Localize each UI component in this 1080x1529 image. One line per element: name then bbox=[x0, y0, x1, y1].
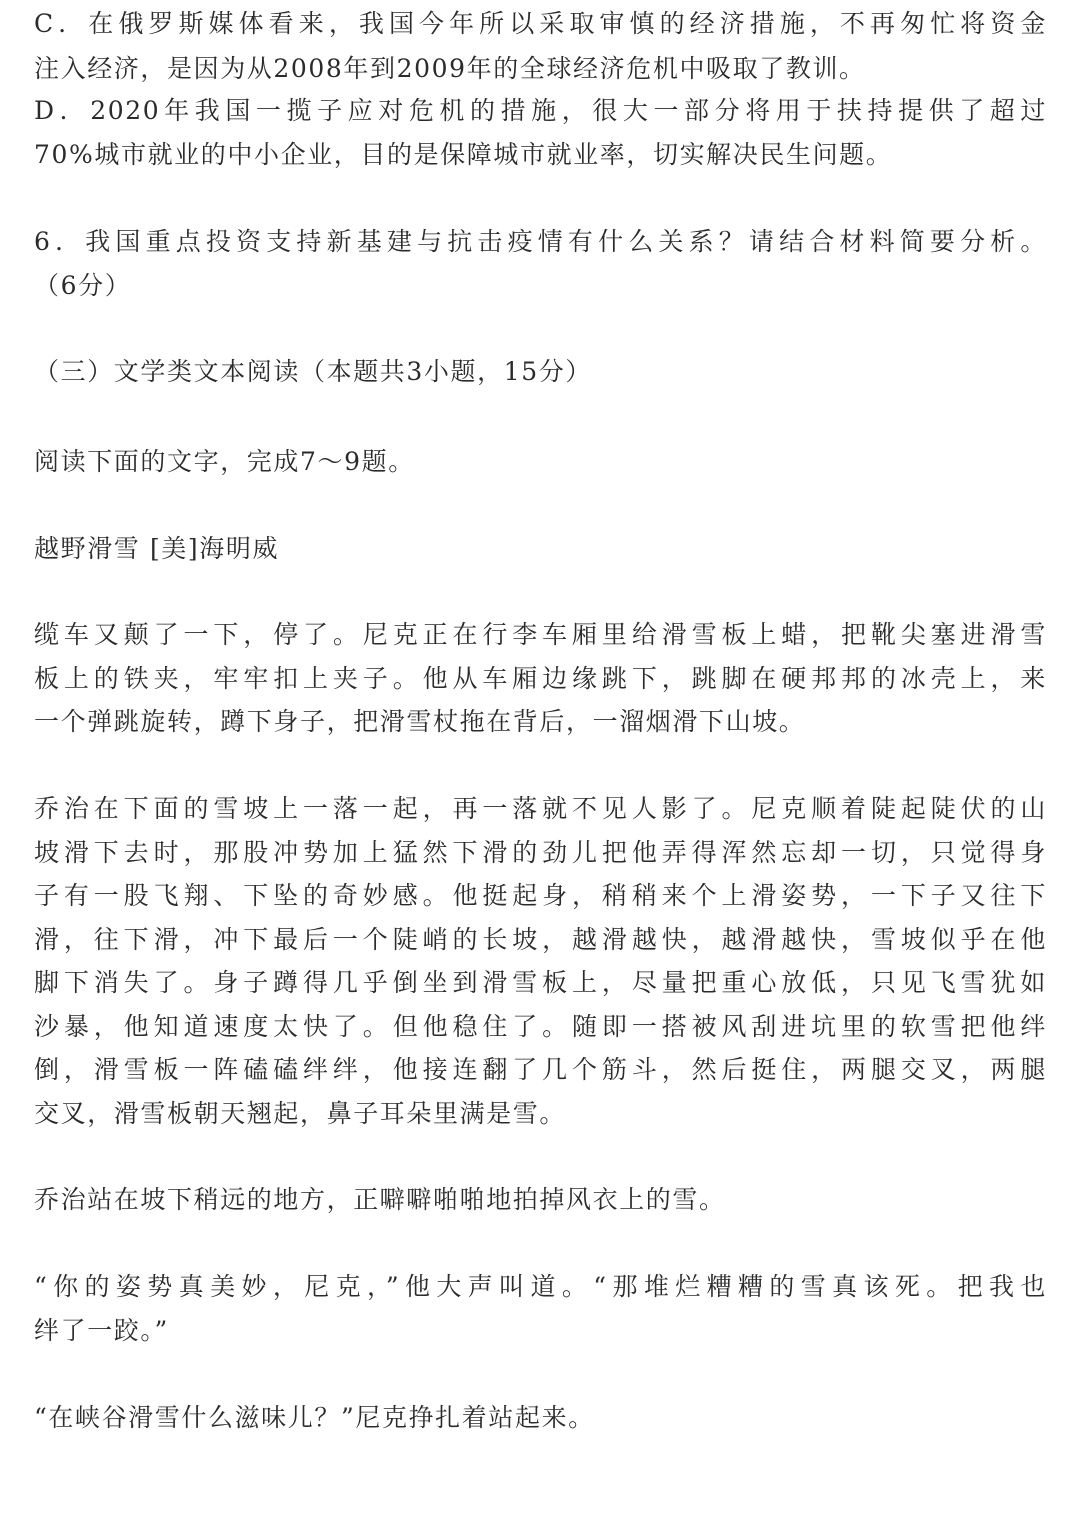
paragraph-2-line-7: 倒，滑雪板一阵磕磕绊绊，他接连翻了几个筋斗，然后挺住，两腿交叉，两腿 bbox=[34, 1055, 1047, 1084]
paragraph-5: “在峡谷滑雪什么滋味儿？”尼克挣扎着站起来。 bbox=[34, 1403, 595, 1432]
paragraph-2-line-8: 交叉，滑雪板朝天翘起，鼻子耳朵里满是雪。 bbox=[34, 1099, 567, 1128]
option-d-line-1: D．2020年我国一揽子应对危机的措施，很大一部分将用于扶持提供了超过 bbox=[34, 96, 1047, 125]
paragraph-2-line-5: 脚下消失了。身子蹲得几乎倒坐到滑雪板上，尽量把重心放低，只见飞雪犹如 bbox=[34, 968, 1047, 997]
question-6-line-1: 6．我国重点投资支持新基建与抗击疫情有什么关系？请结合材料简要分析。 bbox=[34, 227, 1047, 256]
option-c-line-1: C．在俄罗斯媒体看来，我国今年所以采取审慎的经济措施，不再匆忙将资金 bbox=[34, 9, 1047, 38]
paragraph-3: 乔治站在坡下稍远的地方，正噼噼啪啪地拍掉风衣上的雪。 bbox=[34, 1185, 726, 1214]
paragraph-2-line-4: 滑，往下滑，冲下最后一个陡峭的长坡，越滑越快，越滑越快，雪坡似乎在他 bbox=[34, 925, 1047, 954]
option-d-line-2: 70%城市就业的中小企业，目的是保障城市就业率，切实解决民生问题。 bbox=[34, 140, 893, 169]
paragraph-1-line-3: 一个弹跳旋转，蹲下身子，把滑雪杖拖在背后，一溜烟滑下山坡。 bbox=[34, 707, 806, 736]
paragraph-1-line-1: 缆车又颠了一下，停了。尼克正在行李车厢里给滑雪板上蜡，把靴尖塞进滑雪 bbox=[34, 620, 1047, 649]
section-heading: （三）文学类文本阅读（本题共3小题，15分） bbox=[34, 357, 592, 386]
reading-instruction: 阅读下面的文字，完成7～9题。 bbox=[34, 447, 415, 476]
question-6-score: （6分） bbox=[34, 271, 132, 300]
option-c-line-2: 注入经济，是因为从2008年到2009年的全球经济危机中吸取了教训。 bbox=[34, 54, 866, 83]
paragraph-2-line-1: 乔治在下面的雪坡上一落一起，再一落就不见人影了。尼克顺着陡起陡伏的山 bbox=[34, 794, 1047, 823]
paragraph-2-line-2: 坡滑下去时，那股冲势加上猛然下滑的劲儿把他弄得浑然忘却一切，只觉得身 bbox=[34, 838, 1047, 867]
paragraph-2-line-3: 子有一股飞翔、下坠的奇妙感。他挺起身，稍稍来个上滑姿势，一下子又往下 bbox=[34, 881, 1047, 910]
paragraph-4-line-1: “你的姿势真美妙，尼克，”他大声叫道。“那堆烂糟糟的雪真该死。把我也 bbox=[34, 1272, 1047, 1301]
story-title: 越野滑雪 [美]海明威 bbox=[34, 534, 280, 563]
paragraph-4-line-2: 绊了一跤。” bbox=[34, 1316, 169, 1345]
paragraph-2-line-6: 沙暴，他知道速度太快了。但他稳住了。随即一搭被风刮进坑里的软雪把他绊 bbox=[34, 1012, 1047, 1041]
paragraph-1-line-2: 板上的铁夹，牢牢扣上夹子。他从车厢边缘跳下，跳脚在硬邦邦的冰壳上，来 bbox=[34, 664, 1047, 693]
